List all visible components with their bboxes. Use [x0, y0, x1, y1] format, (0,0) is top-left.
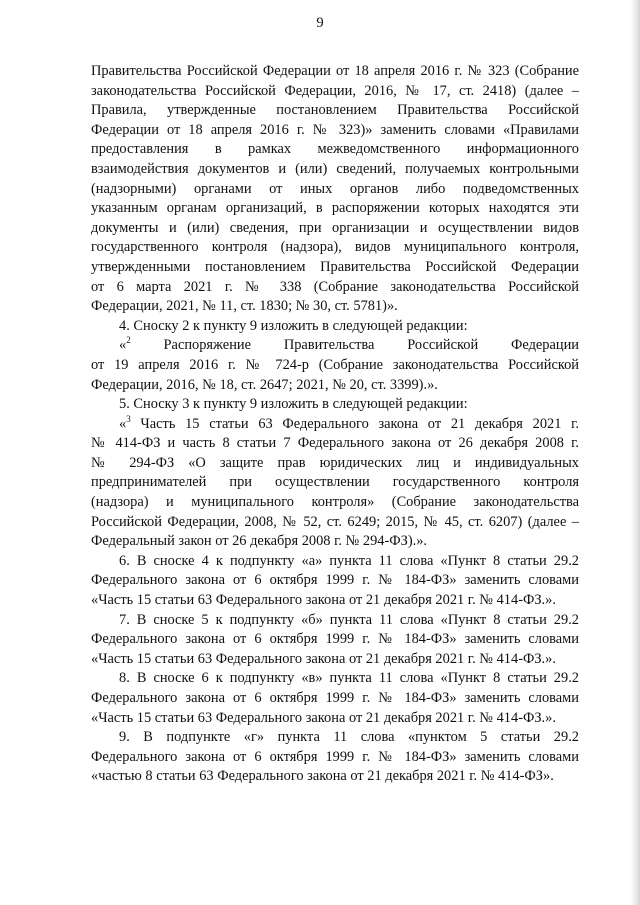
text-line: Федерального закона от 6 октября 1999 г. № 184-ФЗ» заменить словами — [91, 631, 579, 648]
text-line: «Часть 15 статьи 63 Федерального закона от 21 декабря 2021 г. № 414-ФЗ.». — [91, 650, 556, 667]
text-line: (надзора) и муниципального контроля» (Собрание законодательства — [91, 494, 579, 511]
text-line: 7. В сноске 5 к подпункту «б» пункта 11 слова «Пункт 8 статьи 29.2 — [119, 611, 579, 628]
text-line: утвержденными постановлением Правительства Российской Федерации — [91, 258, 579, 275]
text-line: предоставления в рамках межведомственного информационного — [91, 141, 579, 158]
text-line: 5. Сноску 3 к пункту 9 изложить в следующей редакции: — [119, 396, 468, 413]
text-line: «$^3$ Часть 15 статьи 63 Федерального закона от 21 декабря 2021 г. — [119, 414, 579, 432]
text-line: Федерации от 18 апреля 2016 г. № 323)» заменить словами «Правилами — [91, 121, 579, 138]
text-line: Федерального закона от 6 октября 1999 г. № 184-ФЗ» заменить словами — [91, 748, 579, 765]
text-line: документы и (или) сведения, при организации и осуществлении видов — [91, 219, 579, 236]
text-line: законодательства Российской Федерации, 2016, № 17, ст. 2418) (далее – — [91, 82, 579, 99]
text-line: «Часть 15 статьи 63 Федерального закона от 21 декабря 2021 г. № 414-ФЗ.». — [91, 592, 556, 609]
text-line: предпринимателей при осуществлении государственного контроля — [91, 474, 579, 491]
text-line: Федерального закона от 6 октября 1999 г. № 184-ФЗ» заменить словами — [91, 572, 579, 589]
text-line: Федерации, 2016, № 18, ст. 2647; 2021, № 20, ст. 3399).». — [91, 376, 438, 393]
text-line: «частью 8 статьи 63 Федерального закона от 21 декабря 2021 г. № 414-ФЗ». — [91, 768, 554, 785]
text-line: (надзорными) органами от иных органов либо подведомственных — [91, 180, 579, 197]
footnote-marker: 3 — [126, 414, 131, 424]
text-line: государственного контроля (надзора), видов муниципального контроля, — [91, 239, 579, 256]
text-line: 9. В подпункте «г» пункта 11 слова «пунктом 5 статьи 29.2 — [119, 729, 579, 746]
footnote-marker: 2 — [126, 336, 131, 346]
text-line: Федеральный закон от 26 декабря 2008 г. № 294-ФЗ).». — [91, 533, 428, 550]
text-line: 4. Сноску 2 к пункту 9 изложить в следующей редакции: — [119, 317, 468, 334]
text-line: от 6 марта 2021 г. № 338 (Собрание законодательства Российской — [91, 278, 579, 295]
scan-edge — [630, 0, 640, 905]
text-line: Российской Федерации, 2008, № 52, ст. 6249; 2015, № 45, ст. 6207) (далее – — [91, 513, 579, 530]
text-line: «Часть 15 статьи 63 Федерального закона от 21 декабря 2021 г. № 414-ФЗ.». — [91, 709, 556, 726]
text-line: № 294-ФЗ «О защите прав юридических лиц и индивидуальных — [91, 454, 579, 471]
text-line: взаимодействия документов и (или) сведений, получаемых контрольными — [91, 160, 579, 177]
page-number: 9 — [316, 15, 324, 31]
text-line: от 19 апреля 2016 г. № 724-р (Собрание законодательства Российской — [91, 356, 579, 373]
text-line: 8. В сноске 6 к подпункту «в» пункта 11 слова «Пункт 8 статьи 29.2 — [119, 670, 579, 687]
text-line: Правительства Российской Федерации от 18 апреля 2016 г. № 323 (Собрание — [91, 63, 579, 79]
text-line: Федерального закона от 6 октября 1999 г. № 184-ФЗ» заменить словами — [91, 690, 579, 706]
document-body — [91, 62, 579, 787]
text-line: указанным органам организаций, в распоряжении которых находятся эти — [91, 200, 579, 217]
text-line: Федерации, 2021, № 11, ст. 1830; № 30, ст. 5781)». — [91, 298, 398, 315]
text-line: № 414-ФЗ и часть 8 статьи 7 Федерального закона от 26 декабря 2008 г. — [91, 435, 579, 452]
text-line: 6. В сноске 4 к подпункту «а» пункта 11 слова «Пункт 8 статьи 29.2 — [119, 552, 579, 569]
text-line: Правила, утвержденные постановлением Правительства Российской — [91, 102, 579, 119]
text-line: «$^2$ Распоряжение Правительства Российской Федерации — [119, 336, 579, 354]
